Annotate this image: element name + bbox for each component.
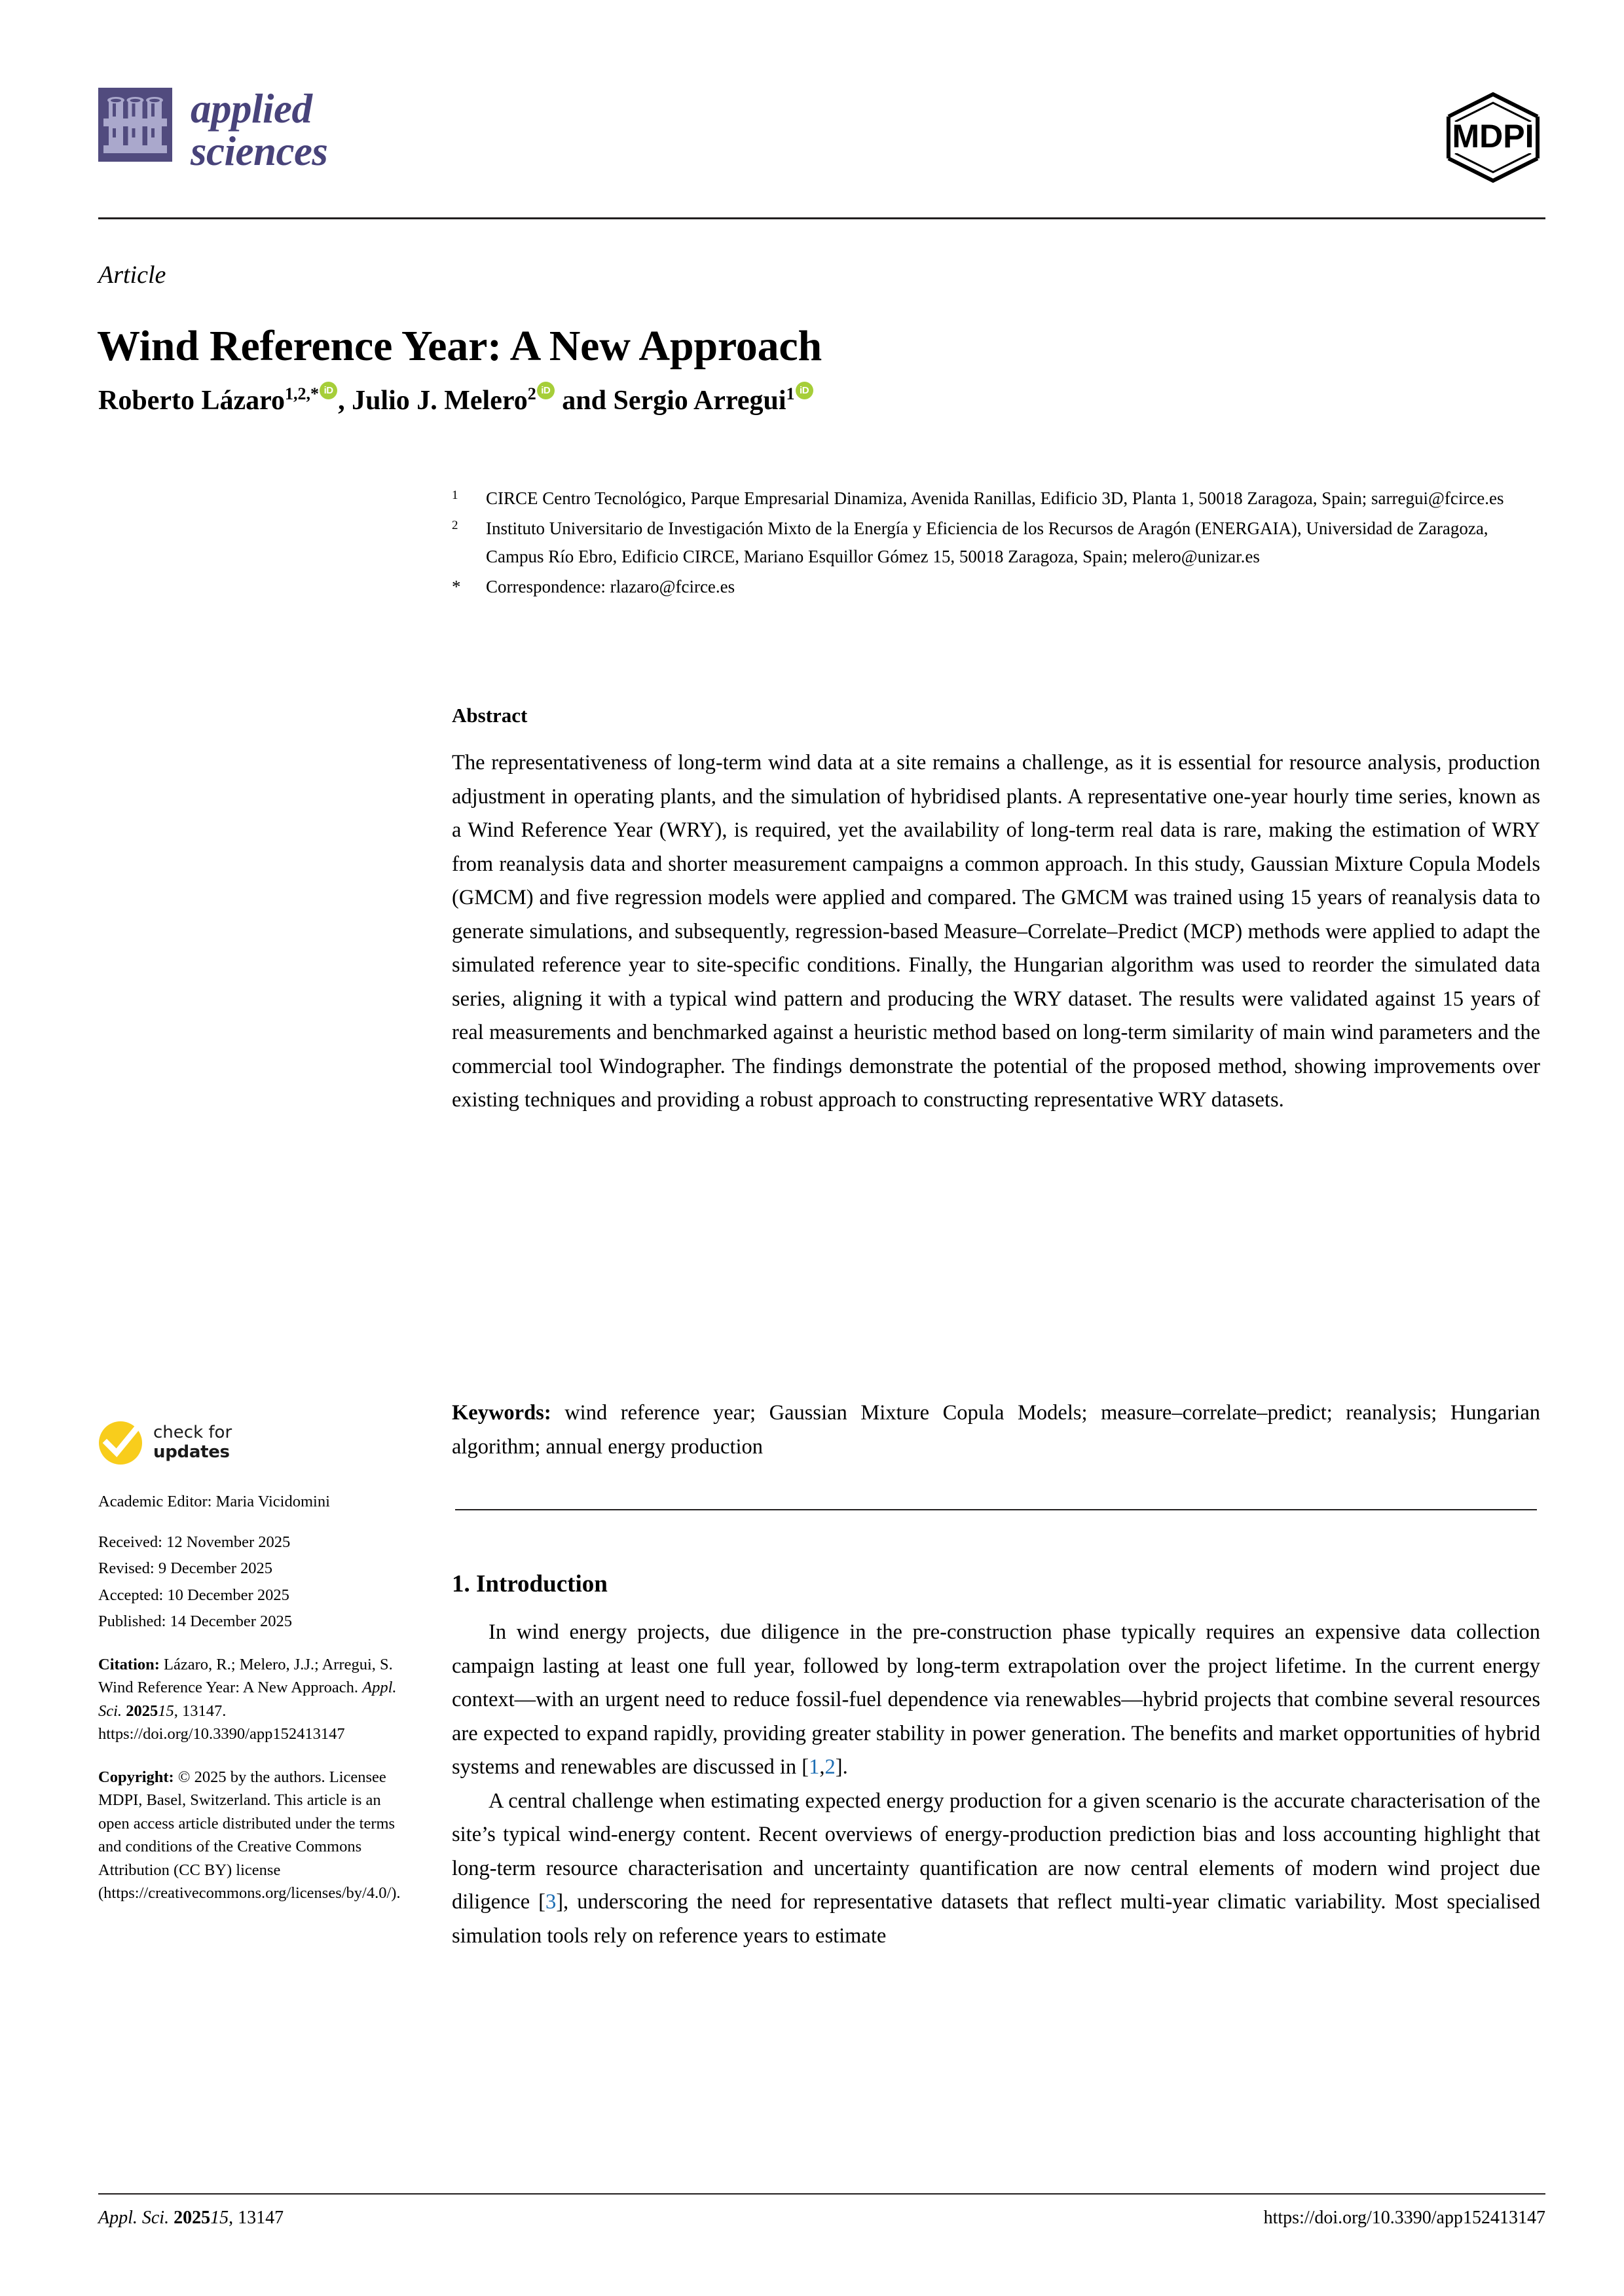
author-list [98, 382, 1539, 419]
author-affil-marker: 2 [527, 384, 536, 403]
date-revised: Revised: 9 December 2025 [98, 1559, 273, 1578]
academic-editor: Academic Editor: Maria Vicidomini [98, 1493, 330, 1510]
citation-year: 2025 [126, 1702, 158, 1720]
citation-block [98, 1653, 406, 1746]
check-for-updates-badge[interactable] [98, 1421, 406, 1465]
citation-label: Citation: [98, 1655, 160, 1673]
footer-year: 2025 [174, 2208, 211, 2228]
keywords-text: wind reference year; Gaussian Mixture Copula Models; measure–correlate–predict; reanalysis; Hungarian algorithm; annual energy production [452, 1401, 1540, 1459]
page-title: Wind Reference Year: A New Approach [97, 322, 822, 371]
affiliation-item [452, 484, 1539, 513]
author-affil-marker: 1,2,* [285, 384, 320, 403]
author-name: Julio J. Melero [352, 386, 528, 416]
check-for-updates-label [153, 1423, 232, 1462]
affiliations-list [452, 484, 1539, 603]
mdpi-logo [1441, 92, 1545, 183]
author-separator: and [555, 386, 614, 416]
footer-citation [98, 2208, 284, 2229]
journal-name [191, 88, 327, 173]
keywords-block [452, 1396, 1540, 1464]
abstract-heading: Abstract [452, 704, 528, 727]
correspondence-text: Correspondence: rlazaro@fcirce.es [486, 577, 735, 597]
publication-dates [98, 1531, 406, 1633]
orcid-icon[interactable] [796, 382, 813, 399]
citation-journal: Appl. Sci. [98, 1679, 397, 1720]
paragraph-text-end: ]. [835, 1755, 848, 1779]
sidebar [98, 1421, 406, 1905]
introduction-body [452, 1616, 1540, 1953]
correspondence-marker: * [452, 577, 461, 597]
footer-divider [98, 2193, 1545, 2195]
test-tubes-icon [98, 88, 172, 162]
copyright-block [98, 1766, 406, 1905]
citation-authors-title: Lázaro, R.; Melero, J.J.; Arregui, S. Wind Reference Year: A New Approach. [98, 1655, 393, 1697]
paragraph [452, 1785, 1540, 1954]
author-name: Sergio Arregui [613, 386, 786, 416]
article-type-label: Article [98, 261, 166, 289]
section-heading-introduction: 1. Introduction [452, 1571, 608, 1597]
copyright-label: Copyright: [98, 1768, 174, 1786]
paragraph-text: A central challenge when estimating expected energy production for a given scenario is the accurate characterisation of the site’s typical wind-energy content. Recent overviews of energy-production prediction bias and loss accounting highlight that long-term resource characterisation and uncertainty quantification are now central elements of modern wind project due diligence [ [452, 1789, 1540, 1914]
copyright-text: © 2025 by the authors. Licensee MDPI, Basel, Switzerland. This article is an open access article distributed under the terms and conditions of the Creative Commons Attribution (CC BY) license (https://creativecommons.org/licenses/by/4.0/). [98, 1768, 401, 1903]
affiliation-text: CIRCE Centro Tecnológico, Parque Empresarial Dinamiza, Avenida Ranillas, Edificio 3D, Planta 1, 50018 Zaragoza, Spain; sarregui@fcirce.es [486, 488, 1504, 508]
journal-name-line1: applied [191, 86, 312, 132]
orcid-icon[interactable] [320, 382, 337, 399]
affiliation-marker: 1 [452, 488, 458, 502]
mdpi-wordmark: MDPI [1452, 118, 1534, 155]
citation-link-3[interactable]: 3 [545, 1890, 557, 1914]
footer-journal-abbrev: Appl. Sci. [98, 2208, 170, 2228]
keywords-label: Keywords: [452, 1401, 551, 1425]
header-divider [98, 217, 1545, 219]
footer-article-number: , 13147 [229, 2208, 284, 2228]
check-for-updates-line1: check for [153, 1423, 232, 1443]
paragraph [452, 1616, 1540, 1785]
citation-link-2[interactable]: 2 [824, 1755, 836, 1779]
orcid-icon[interactable] [537, 382, 555, 399]
date-published: Published: 14 December 2025 [98, 1613, 292, 1631]
checkmark-icon [98, 1421, 143, 1465]
journal-name-line2: sciences [191, 128, 328, 174]
affiliation-text: Instituto Universitario de Investigación Mixto de la Energía y Eficiencia de los Recursos de Aragón (ENERGAIA), Universidad de Zaragoza, Campus Río Ebro, Edificio CIRCE, Mariano Esquillor Gómez 15, 50018 Zaragoza, Spain; melero@unizar.es [486, 518, 1488, 567]
footer-doi[interactable]: https://doi.org/10.3390/app152413147 [1263, 2208, 1545, 2228]
date-received: Received: 12 November 2025 [98, 1533, 291, 1551]
abstract-text: The representativeness of long-term wind data at a site remains a challenge, as it is essential for resource analysis, production adjustment in operating plants, and the simulation of hybridised plants. A representative one-year hourly time series, known as a Wind Reference Year (WRY), is required, yet the availability of long-term real data is rare, making the estimation of WRY from reanalysis data and shorter measurement campaigns a common approach. In this study, Gaussian Mixture Copula Models (GMCM) and five regression models were applied and compared. The GMCM was trained using 15 years of reanalysis data to generate simulations, and subsequently, regression-based Measure–Correlate–Predict (MCP) methods were applied to adapt the simulated reference year to site-specific conditions. Finally, the Hungarian algorithm was used to reorder the simulated data series, aligning it with a typical wind pattern and producing the WRY dataset. The results were validated against 15 years of real measurements and benchmarked against a heuristic method based on long-term similarity of main wind parameters and the commercial tool Windographer. The findings demonstrate the potential of the proposed method, showing improvements over existing techniques and providing a robust approach to constructing representative WRY datasets. [452, 751, 1540, 1112]
citation-link-1[interactable]: 1 [809, 1755, 820, 1779]
author-name: Roberto Lázaro [98, 386, 285, 416]
citation-volume: 15 [158, 1702, 174, 1720]
affiliation-marker: 2 [452, 518, 458, 532]
journal-logo [98, 88, 327, 173]
citation-doi[interactable]: , 13147. https://doi.org/10.3390/app152413147 [98, 1702, 345, 1743]
masthead [98, 77, 1545, 202]
author-separator: , [338, 386, 352, 416]
page-footer [98, 2208, 1545, 2229]
check-for-updates-line2: updates [153, 1442, 230, 1462]
author-affil-marker: 1 [786, 384, 795, 403]
paragraph-text: In wind energy projects, due diligence in the pre-construction phase typically requires an expensive data collection campaign lasting at least one full year, followed by long-term extrapolation over the project lifetime. In the current energy context—with an urgent need to reduce fossil-fuel dependence via renewables—hybrid projects that combine several resources are expected to expand rapidly, providing greater stability in power generation. The benefits and market opportunities of hybrid systems and renewables are discussed in [ [452, 1620, 1540, 1779]
date-accepted: Accepted: 10 December 2025 [98, 1586, 289, 1604]
footer-volume: 15 [210, 2208, 229, 2228]
affiliation-item [452, 573, 1539, 602]
citation-separator: , [819, 1755, 825, 1779]
abstract-divider [455, 1509, 1537, 1510]
paragraph-text-end: ], underscoring the need for representative datasets that reflect multi-year climatic variability. Most specialised simulation tools rely on reference years to estimate [452, 1890, 1541, 1948]
affiliation-item [452, 515, 1539, 572]
